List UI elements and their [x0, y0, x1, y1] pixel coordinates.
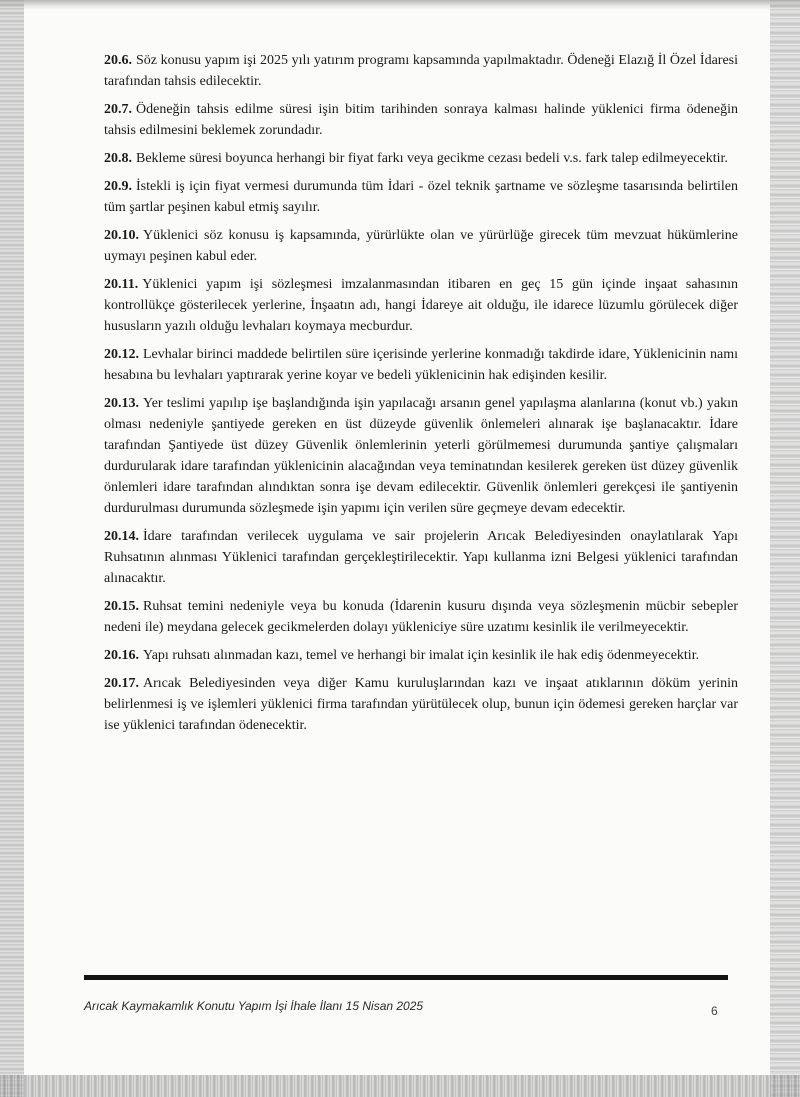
scan-edge-left: [0, 0, 24, 1097]
footer-rule: [84, 975, 728, 980]
clause-number: 20.17.: [104, 676, 139, 691]
clause-text: Levhalar birinci maddede belirtilen süre içerisinde yerlerine konmadığı takdirde idare, Yüklenicinin namı hesabına bu levhaları yaptırarak yerine koyar ve bedeli yüklenicinin hak edişinden kesilir.: [104, 347, 738, 383]
clause-number: 20.8.: [104, 151, 132, 166]
clause-20-15: [104, 596, 738, 638]
clause-20-7: [104, 99, 738, 141]
clause-text: Bekleme süresi boyunca herhangi bir fiyat farkı veya gecikme cezası bedeli v.s. fark talep edilmeyecektir.: [136, 151, 728, 166]
clause-number: 20.14.: [104, 529, 139, 544]
clause-text: Yüklenici yapım işi sözleşmesi imzalanmasından itibaren en geç 15 gün içinde inşaat sahasının kontrollükçe gösterilecek yerlerine, İnşaatın adı, hangi İdareye ait olduğu, ile idarece lüzumlu görülecek diğer hususların yazılı olduğu levhaları koymaya mecburdur.: [104, 277, 738, 334]
clause-text: İdare tarafından verilecek uygulama ve sair projelerin Arıcak Belediyesinden onaylatılarak Yapı Ruhsatının alınması Yüklenici tarafından gerçekleştirilecektir. Yapı kullanma izni Belgesi yüklenici tarafından alınacaktır.: [104, 529, 738, 586]
clause-20-9: [104, 176, 738, 218]
clause-20-10: [104, 225, 738, 267]
footer-title: Arıcak Kaymakamlık Konutu Yapım İşi İhale İlanı 15 Nisan 2025: [84, 999, 424, 1013]
clause-text: Yüklenici söz konusu iş kapsamında, yürürlükte olan ve yürürlüğe girecek tüm mevzuat hükümlerine uymayı peşinen kabul eder.: [104, 228, 738, 264]
clause-text: İstekli iş için fiyat vermesi durumunda tüm İdari - özel teknik şartname ve sözleşme tasarısında belirtilen tüm şartlar peşinen kabul etmiş sayılır.: [104, 179, 738, 215]
clause-number: 20.7.: [104, 102, 132, 117]
clause-20-12: [104, 344, 738, 386]
clause-number: 20.15.: [104, 599, 139, 614]
clause-number: 20.12.: [104, 347, 139, 362]
clause-20-14: [104, 526, 738, 589]
clause-number: 20.9.: [104, 179, 132, 194]
clause-number: 20.11.: [104, 277, 139, 292]
clause-20-6: [104, 50, 738, 92]
scan-edge-right: [770, 0, 800, 1097]
scan-edge-bottom: [0, 1075, 800, 1097]
clause-number: 20.10.: [104, 228, 139, 243]
document-body: [104, 50, 738, 743]
clause-text: Yapı ruhsatı alınmadan kazı, temel ve herhangi bir imalat için kesinlik ile hak ediş ödenmeyecektir.: [143, 648, 700, 663]
clause-text: Arıcak Belediyesinden veya diğer Kamu kuruluşlarından kazı ve inşaat atıklarının döküm yerinin belirlenmesi iş ve işlemleri yüklenici firma tarafından yürütülecek olup, bunun için ödemesi gereken harçlar var ise yüklenici tarafından ödenecektir.: [104, 676, 738, 733]
clause-text: Ruhsat temini nedeniyle veya bu konuda (İdarenin kusuru dışında veya sözleşmenin mücbir sebepler nedeni ile) meydana gelecek gecikmelerden dolayı yükleniciye süre uzatımı kesinlik ile verilmeyecektir.: [104, 599, 738, 635]
clause-20-11: [104, 274, 738, 337]
clause-number: 20.6.: [104, 53, 132, 68]
clause-number: 20.16.: [104, 648, 139, 663]
clause-text: Yer teslimi yapılıp işe başlandığında işin yapılacağı arsanın genel yapılaşma alanlarına (konut vb.) yakın olması nedeniyle şantiyede gereken en üst düzeyde güvenlik önlemeleri alınarak işe başlanacaktır. İdare tarafından Şantiyede üst düzey Güvenlik önlemlerinin yeterli görülmemesi durumunda şantiye çalışmaları durdurularak idare tarafından yüklenicinin alacağından veya teminatından kesilerek gereken üst düzey güvenlik önlemleri idare tarafından alındıktan sonra işe devam edilecektir. Güvenlik önlemleri gerekçesi ile şantiyenin durdurulması durumunda sözleşmede işin yapımı için verilen süre geçmeye devam edecektir.: [104, 396, 738, 516]
clause-text: Söz konusu yapım işi 2025 yılı yatırım programı kapsamında yapılmaktadır. Ödeneği Elazığ İl Özel İdaresi tarafından tahsis edilecektir.: [104, 53, 738, 89]
scan-edge-top: [0, 0, 800, 10]
clause-20-17: [104, 673, 738, 736]
clause-20-8: [104, 148, 738, 169]
clause-text: Ödeneğin tahsis edilme süresi işin bitim tarihinden sonraya kalması halinde yüklenici firma ödeneğin tahsis edilmesini beklemek zorundadır.: [104, 102, 738, 138]
clause-20-13: [104, 393, 738, 519]
clause-number: 20.13.: [104, 396, 139, 411]
page-number: 6: [711, 1004, 718, 1018]
clause-20-16: [104, 645, 738, 666]
